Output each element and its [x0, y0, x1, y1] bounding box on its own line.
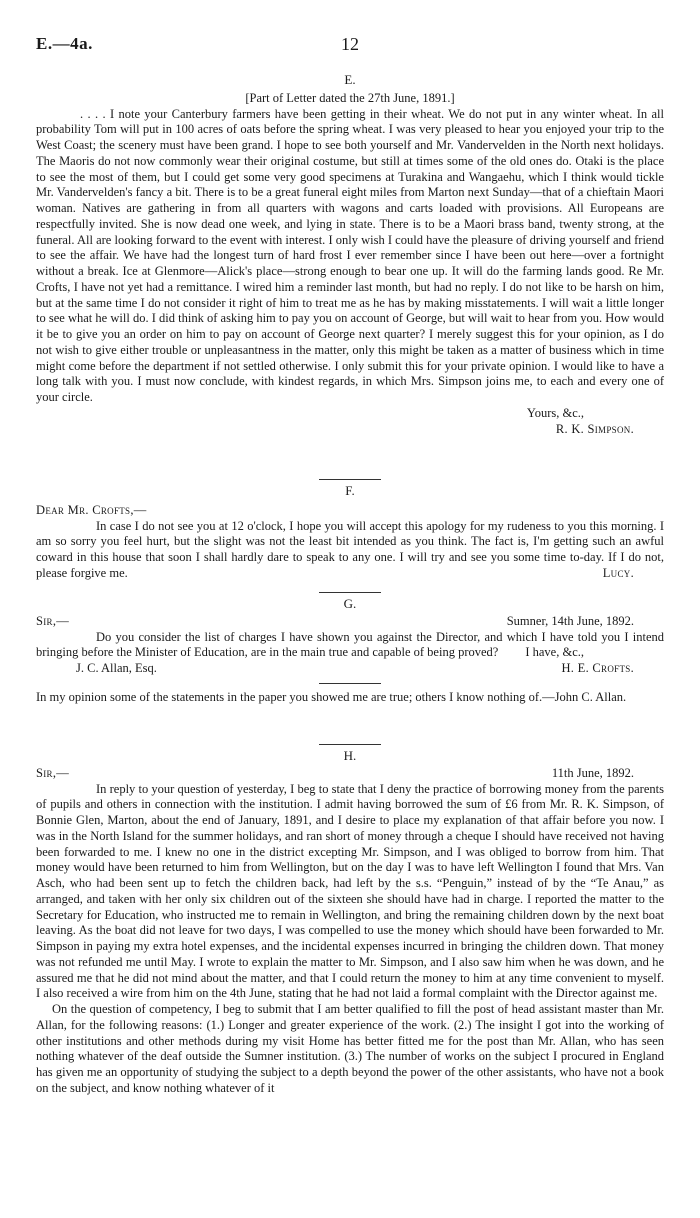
section-h [36, 744, 664, 1097]
section-letter: H. [343, 748, 357, 763]
section-f [36, 479, 664, 582]
letter-signature: R. K. Simpson. [555, 421, 634, 436]
section-letter: F. [345, 483, 355, 498]
section-letter: G. [343, 596, 357, 611]
letter-paragraph-1: In reply to your question of yesterday, I beg to state that I deny the practice of borrowing money from the parents of pupils and others in connection with the institution. I admit having borrowed the sum of £6 from Mr. R. K. Simpson, of Bonnie Glen, Marton, about the end of January, 1891, and I desire to place my explanation of that affair before you now. I was in the North Island for the summer holidays, and ran short of money through a cheque I should have received not having been forwarded to me. I knew no one in the district excepting Mr. Simpson, and I was obliged to borrow from him. That money would have been returned to him from Wellington, but on the day I was to have left Wellington I found that Mrs. Van Asch, who had been sent up to fetch the children back, had left by the s.s. “Penguin,” instead of by the “Te Anau,” as arranged, and taken with her only six children out of the sixteen she should have had in charge. I reported the matter to the Secretary for Education, who instructed me to remain in Wellington, and bring the remaining children down by the next boat leaving. As the boat did not leave for two days, I was compelled to use the money which should have been forwarded to Mr. Simpson in paying my extra hotel expenses, and the incidental expenses incurred in bringing the children down. That money was not refunded me until May. I wrote to explain the matter to Mr. Simpson, and I also saw him when he was down, and he assured me that he did not mind about the matter, and that I could return the money to him at any time convenient to myself. I also received a wire from him on the 4th June, stating that he had not laid a formal complaint with the Director against me. [36, 781, 664, 1001]
letter-paragraph-2: On the question of competency, I beg to submit that I am better qualified to fill the post of head assistant master than Mr. Allan, for the following reasons: (1.) Longer and greater experience of the work. (2.) The insight I got into the working of other institutions and other methods during my visit Home has better fitted me for the post than Mr. Allan, who has seen nothing whatever of the deaf outside the Sumner institution. (3.) The number of works on the subject I procured in England has given me an opportunity of studying the subject to a depth beyond the power of the other assistants, who have not a book on the subject, and know nothing whatever of it [36, 1002, 664, 1095]
page-header [36, 34, 664, 58]
letter-title: [Part of Letter dated the 27th June, 1891.] [245, 90, 455, 105]
section-e [36, 72, 664, 437]
letter-body: . . . . I note your Canterbury farmers have been getting in their wheat. We do not put in any winter wheat. In all probability Tom will put in 100 acres of oats before the spring wheat. I was very pleased to hear you enjoyed your trip to the West Coast; the scenery must have been grand. I hope to see both yourself and Mr. Vandervelden in the North next holidays. The Maoris do not now commonly wear their original costume, but still at times some of the old ones do. Otaki is the place to see the most of them, but I could get some very good specimens at Turakina and Wangaehu, which I think would tickle Mr. Vandervelden's fancy a bit. There is to be a great funeral eight miles from Marton next Sunday—that of a chieftain Maori woman. Natives are gathering in from all quarters with wagons and carts loaded with provisions. All Europeans are respectfully invited. She is now dead one week, and lying in state. There is to be a Maori brass band, twenty strong, at the funeral. All are looking forward to the event with interest. I only wish I could have the pleasure of driving yourself and friend to see the affair. We have had the longest turn of hard frost I ever remember since I have been out here—over a fortnight without a break. Ice at Glenmore—Alick's place—strong enough to bear one up. It will do the farming lands good. Re Mr. Crofts, I have not yet had a remittance. I wired him a reminder last month, but had no reply. I do not like to be harsh on him, but at the same time I do not consider it right of him to treat me as he has by making misstatements. I will wait a little longer to see what he will do. I did think of asking him to pay you on account of George, but will wait to hear from you. How would it be to give you an order on him to pay on account of George next quarter? I merely suggest this for your opinion, as I do not wish to give either trouble or unpleasantness in the matter, only this might be taken as a matter of business which in time might come before the department if not settled otherwise. I only submit this for your private opinion. I would like to have a long talk with you. I must now conclude, with kindest regards, in which Mrs. Simpson joins me, to each and every one of your circle. [36, 106, 664, 404]
letter-body: Do you consider the list of charges I have shown you against the Director, and which I have told you I intend bringing before the Minister of Education, are in the main true and capable of being proved? [36, 629, 664, 660]
letter-signature: Lucy. [602, 565, 634, 580]
letter-salutation: Sir,— [36, 765, 70, 780]
section-divider [319, 479, 381, 480]
letter-salutation: Dear Mr. Crofts,— [36, 502, 147, 517]
section-divider [319, 744, 381, 745]
letter-addressee: J. C. Allan, Esq. [76, 661, 157, 675]
page-number: 12 [341, 34, 359, 54]
letter-place-date: Sumner, 14th June, 1892. [506, 613, 634, 628]
letter-body: In case I do not see you at 12 o'clock, I hope you will accept this apology for my rudeness to you this morning. I am so sorry you feel hurt, but the slight was not the least bit intended as you think. The fact is, I'm getting such an awful coward in this house that soon I shall hardly dare to speak to any one. I will try and see you some time to-day. If I do not, please forgive me. [36, 518, 664, 580]
section-divider [319, 592, 381, 593]
reply-divider [319, 683, 381, 684]
letter-signature: H. E. Crofts. [561, 661, 634, 675]
section-letter: E. [344, 72, 356, 87]
letter-date: 11th June, 1892. [551, 765, 634, 780]
letter-closing: Yours, &c., [526, 405, 584, 420]
document-reference: E.—4a. [36, 34, 93, 53]
letter-salutation: Sir,— [36, 613, 70, 628]
reply-note: In my opinion some of the statements in the paper you showed me are true; others I know nothing of.—John C. Allan. [36, 689, 627, 704]
letter-closing: I have, &c., [525, 645, 584, 660]
section-g [36, 592, 664, 706]
